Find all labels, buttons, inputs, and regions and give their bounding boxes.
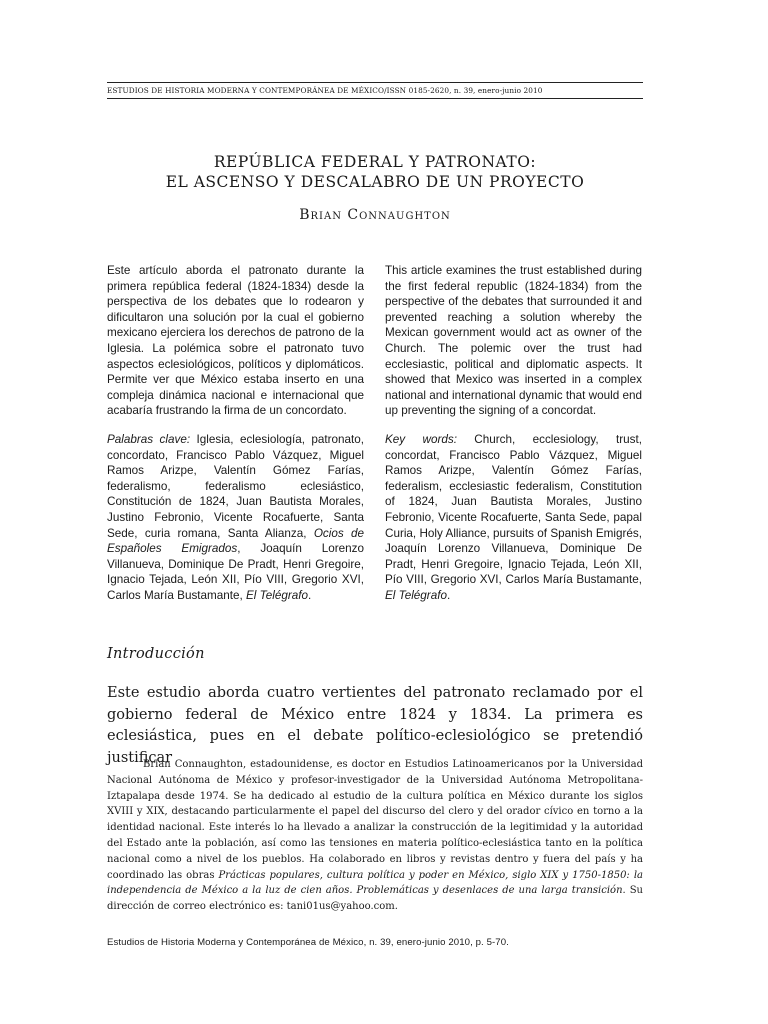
article-title-line-1: REPÚBLICA FEDERAL Y PATRONATO: [213,153,537,171]
keywords-english-label: Key words: [385,432,457,446]
keywords-english-italic: El Telégrafo [385,588,447,602]
abstract-spanish-text: Este artículo aborda el patronato durante la primera república federal (1824-1834) desde la perspectiva de los debates que lo rodearon y dificultaron una solución por la cual el gobierno mexicano ejerciera los derechos de patrono de la Iglesia. La polémica sobre el patronato tuvo aspectos eclesiológicos, políticos y diplomáticos. Permite ver que México estaba inserto en una compleja dinámica nacional e internacional que acabaría frustrando la firma de un concordato. [107,264,364,418]
keywords-english-end: . [446,588,451,602]
abstract-spanish [107,263,364,603]
article-title-block [107,152,643,223]
keywords-spanish-label: Palabras clave: [107,432,191,446]
journal-citation: Estudios de Historia Moderna y Contemporánea de México, n. 39, enero-junio 2010, p. 5-70. [107,937,509,948]
keywords-spanish-italic-1: Ocios de Españoles Emigrados [107,526,365,556]
keywords-spanish-list-2: , Joaquín Lorenzo Villanueva, Dominique De Pradt, Henri Gregoire, Ignacio Tejada, León XII, Pío VIII, Gregorio XVI, Carlos María Bustamante, [107,542,364,602]
author-footnote [107,757,643,915]
keywords-english [385,432,642,604]
article-title-line-2: EL ASCENSO Y DESCALABRO DE UN PROYECTO [165,173,585,191]
abstract-english-text: This article examines the trust established during the first federal republic (1824-1834) from the perspective of the debates that surrounded it and prevented reaching a solution whereby the Mexican government would act as owner of the Church. The polemic over the trust had ecclesiastic, political and diplomatic aspects. It showed that Mexico was inserted in a complex national and international dynamic that would end up preventing the signing of a concordat. [385,264,642,418]
footnote-text: Brian Connaughton, estadounidense, es doctor en Estudios Latinoamericanos por la Universidad Nacional Autónoma de México y profesor-investigador de la Universidad Autónoma Metropolitana-Iztapalapa desde 1974. Se ha dedicado al estudio de la cultura política en México durante los siglos XVIII y XIX, destacando particularmente el papel del discurso del clero y del orador cívico en torno a la identidad nacional. Este interés lo ha llevado a analizar la construcción de la legitimidad y la autoridad del Estado ante la población, así como las tensiones en materia político-eclesiástica tanto en la política nacional como a nivel de los pueblos. Ha colaborado en libros y revistas dentro y fuera del país y ha coordinado las obras [107,759,643,881]
abstract-english [385,263,642,603]
article-author: Brian Connaughton [299,207,451,223]
body-paragraph: Este estudio aborda cuatro vertientes del patronato reclamado por el gobierno federal de México entre 1824 y 1834. La primera es eclesiástica, pues en el debate político-eclesiológico se pretendió justificar [107,685,643,766]
keywords-spanish-italic-2: El Telégrafo [246,588,308,602]
keywords-english-list: Church, ecclesiology, trust, concordat, Francisco Pablo Vázquez, Miguel Ramos Arizpe, Valentín Gómez Farías, federalism, ecclesiastic federalism, Constitution of 1824, Juan Bautista Morales, Justino Febronio, Vicente Rocafuerte, Santa Sede, papal Curia, Holy Alliance, pursuits of Spanish Emigrés, Joaquín Lorenzo Villanueva, Dominique De Pradt, Henri Gregoire, Ignacio Tejada, León XII, Pío VIII, Gregorio XVI, Carlos María Bustamante, [385,432,642,587]
footnote-text-end: . Su dirección de correo electrónico es: tani01us@yahoo.com. [107,885,643,913]
running-head-text: ESTUDIOS DE HISTORIA MODERNA Y CONTEMPORÁNEA DE MÉXICO/ISSN 0185-2620, n. 39, enero-junio 2010 [107,86,543,95]
keywords-spanish-end: . [307,588,312,602]
running-head [107,82,643,99]
keywords-spanish-list-1: Iglesia, eclesiología, patronato, concordato, Francisco Pablo Vázquez, Miguel Ramos Arizpe, Valentín Gómez Farías, federalismo, federalismo eclesiástico, Constitución de 1824, Juan Bautista Morales, Justino Febronio, Vicente Rocafuerte, Santa Sede, curia romana, Santa Alianza, [107,432,364,540]
section-heading: Introducción [107,646,205,662]
keywords-spanish [107,432,364,604]
footnote-works-italic: Prácticas populares, cultura política y poder en México, siglo XIX y 1750-1850: la independencia de México a la luz de cien años. Problemáticas y desenlaces de una larga transición [107,869,643,897]
